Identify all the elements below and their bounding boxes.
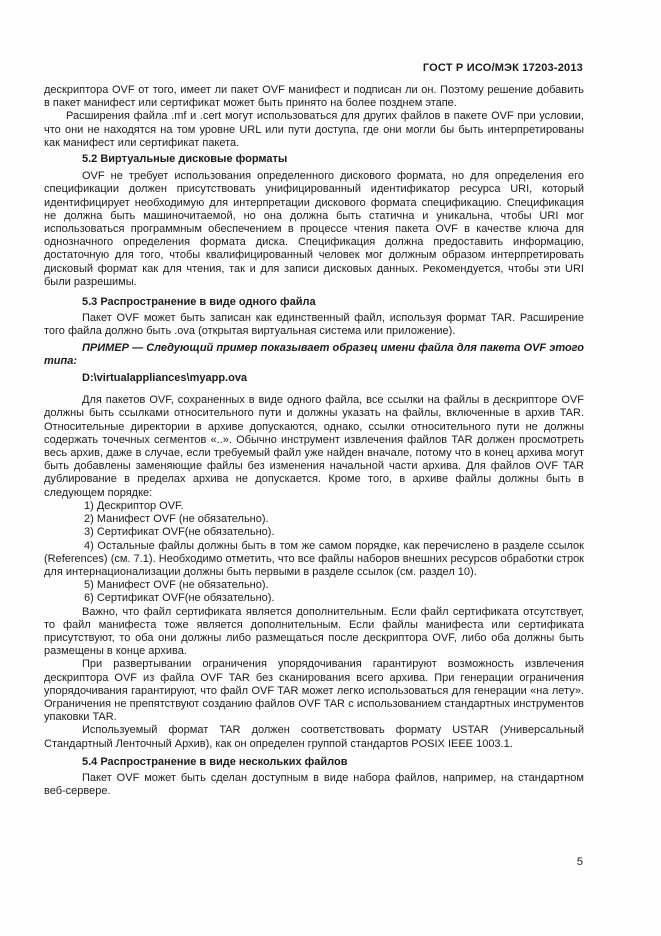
example-note: ПРИМЕР — Следующий пример показывает образец имени файла для пакета OVF этого типа: [44,341,584,367]
section-heading-5-3: 5.3 Распространение в виде одного файла [82,296,316,309]
page-number: 5 [576,856,583,868]
paragraph-ustar-format: Используемый формат TAR должен соответствовать формату USTAR (Универсальный Стандартный Ленточный Архив), как он определен группой стандартов POSIX IEEE 1003.1. [44,724,584,750]
document-body [44,84,584,798]
section-heading-5-2: 5.2 Виртуальные дисковые форматы [82,153,288,166]
paragraph-tar-archive-rules: Для пакетов OVF, сохраненных в виде одного файла, все ссылки на файлы в дескрипторе OVF должны быть ссылками относительного пути и должны указать на файлы, включенные в архив TAR. Относительные директории в архиве допускаются, однако, ссылки относительного пути не должны содержать точечных сегментов «..». Обычно инструмент извлечения файлов TAR должен просмотреть весь архив, даже в случае, если требуемый файл уже найден вначале, потому что в конец архива могут быть добавлены заменяющие файлы без изменения начальной части архива. Для файлов OVF TAR дублирование в пределах архива не допускается. Кроме того, в архиве файлы должны быть в следующем порядке: [44,394,584,499]
list-item-ovf-manifest-2: 5) Манифест OVF (не обязательно). [84,579,269,592]
section-heading-5-4: 5.4 Распространение в виде нескольких файлов [82,755,348,768]
paragraph-manifest-decision: дескриптора OVF от того, имеет ли пакет OVF манифест и подписан ли он. Поэтому решение добавить в пакет манифест или сертификат может быть принято на более позднем этапе. [44,84,584,110]
running-header: ГОСТ Р ИСО/МЭК 17203-2013 [422,62,583,74]
example-file-path: D:\virtualappliances\myapp.ova [82,372,248,385]
list-item-remaining-files: 4) Остальные файлы должны быть в том же самом порядке, как перечислено в разделе ссылок (References) (см. 7.1). Необходимо отметить, что все файлы наборов внешних ресурсов обработки строк для интернационализации должны быть первыми в разделе ссылок (см. раздел 10). [44,539,584,578]
list-item-ovf-manifest: 2) Манифест OVF (не обязательно). [84,513,269,526]
list-item-ovf-certificate: 3) Сертификат OVF(не обязательно). [84,526,275,539]
paragraph-file-extensions: Расширения файла .mf и .cert могут использоваться для других файлов в пакете OVF при условии, что они не находятся на том уровне URL или пути доступа, где они могли бы быть интерпретированы как манифест или сертификат пакета. [44,110,584,149]
paragraph-certificate-optional: Важно, что файл сертификата является дополнительным. Если файл сертификата отсутствует, то файл манифеста тоже является дополнительным. Если файлы манифеста или сертификата присутствуют, то оба они должны либо размещаться после дескриптора OVF, либо оба должны быть размещены в конце архива. [44,605,584,658]
paragraph-multi-file-distribution: Пакет OVF может быть сделан доступным в виде набора файлов, например, на стандартном веб-сервере. [44,771,584,798]
paragraph-single-file-distribution: Пакет OVF может быть записан как единственный файл, используя формат TAR. Расширение того файла должно быть .ova (открытая виртуальная система или приложение). [44,312,584,338]
list-item-ovf-descriptor: 1) Дескриптор OVF. [84,499,184,512]
list-item-ovf-certificate-2: 6) Сертификат OVF(не обязательно). [84,592,275,605]
paragraph-virtual-disk-formats: OVF не требует использования определенного дискового формата, но для определения его спецификации должен присутствовать унифицированный идентификатор ресурса URI, который идентифицирует необходимую для интерпретации дискового формата спецификацию. Спецификация не должна быть машиночитаемой, но она должна быть статична и уникальна, чтобы URI мог использоваться программным обеспечением в процессе чтения пакета OVF в качестве ключа для однозначного определения формата диска. Спецификация должна предоставить информацию, достаточную для того, чтобы квалифицированный человек мог должным образом интерпретировать дисковый формат как для чтения, так и для записи дисковых данных. Рекомендуется, чтобы эти URI были разрешимы. [44,170,584,288]
paragraph-ordering-constraints: При развертывании ограничения упорядочивания гарантируют возможность извлечения дескриптора OVF из файла OVF TAR без сканирования всего архива. При генерации ограничения упорядочивания гарантируют, что файл OVF TAR может легко использоваться для генерации «на лету». Ограничения не препятствуют созданию файлов OVF TAR с использованием стандартных инструментов упаковки TAR. [44,658,584,724]
